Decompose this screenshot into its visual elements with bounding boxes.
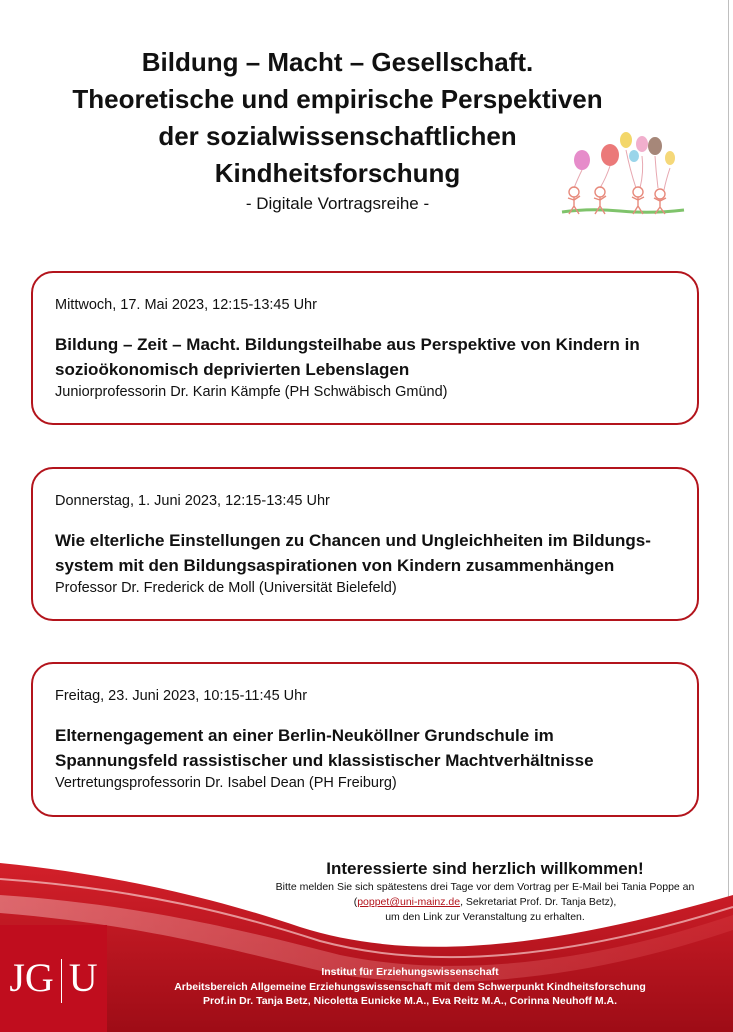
jgu-logo-right: U: [68, 954, 98, 1000]
institute-line-3: Prof.in Dr. Tanja Betz, Nicoletta Eunicke M.A., Eva Reitz M.A., Corinna Neuhoff M.A.: [202, 995, 618, 1007]
event-date: Mittwoch, 17. Mai 2023, 12:15-13:45 Uhr: [55, 297, 317, 313]
subtitle: - Digitale Vortragsreihe -: [245, 194, 430, 213]
event-title: [55, 528, 675, 578]
welcome-block: [240, 858, 730, 925]
jgu-logo-text: [9, 954, 97, 1004]
event-title-line: Elternengagement an einer Berlin-Neuköllner Grundschule im: [55, 726, 554, 745]
event-card-2: [31, 467, 699, 621]
title-line-4: Kindheitsforschung: [214, 158, 461, 188]
email-link[interactable]: poppet@uni-mainz.de: [357, 896, 461, 908]
registration-line-2: [240, 895, 730, 910]
event-title: [55, 723, 675, 773]
institute-line-1: Institut für Erziehungswissenschaft: [321, 966, 499, 978]
registration-line-1: Bitte melden Sie sich spätestens drei Tage vor dem Vortrag per E-Mail bei Tania Poppe an: [275, 881, 695, 893]
balloon-children-illustration: [560, 126, 686, 220]
title-block: [40, 44, 635, 216]
registration-line-3: um den Link zur Veranstaltung zu erhalten.: [385, 911, 585, 923]
welcome-headline: Interessierte sind herzlich willkommen!: [326, 859, 644, 878]
event-title-line: system mit den Bildungsaspirationen von Kindern zusammenhängen: [55, 556, 615, 575]
event-title-line: Spannungsfeld rassistischer und klassistischer Machtverhältnisse: [55, 751, 594, 770]
institute-line-2: Arbeitsbereich Allgemeine Erziehungswissenschaft mit dem Schwerpunkt Kindheitsforschung: [174, 980, 646, 993]
title-line-3: der sozialwissenschaftlichen: [158, 121, 517, 151]
paren-open: (: [353, 896, 358, 908]
event-card-3: [31, 662, 699, 817]
event-speaker: Vertretungsprofessorin Dr. Isabel Dean (PH Freiburg): [55, 775, 397, 791]
jgu-logo-left: JG: [9, 954, 54, 1000]
event-title-line: Wie elterliche Einstellungen zu Chancen und Ungleichheiten im Bildungs-: [55, 531, 651, 550]
event-speaker: Professor Dr. Frederick de Moll (Universität Bielefeld): [55, 580, 397, 596]
event-speaker: Juniorprofessorin Dr. Karin Kämpfe (PH Schwäbisch Gmünd): [55, 384, 448, 400]
event-card-1: [31, 271, 699, 425]
title-line-2: Theoretische und empirische Perspektiven: [72, 84, 603, 114]
jgu-logo: [0, 925, 107, 1032]
event-title: [55, 332, 675, 382]
event-date: Donnerstag, 1. Juni 2023, 12:15-13:45 Uhr: [55, 493, 330, 509]
title-line-1: Bildung – Macht – Gesellschaft.: [141, 47, 534, 77]
institute-block: [140, 965, 680, 1009]
event-date: Freitag, 23. Juni 2023, 10:15-11:45 Uhr: [55, 688, 308, 704]
event-title-line: Bildung – Zeit – Macht. Bildungsteilhabe aus Perspektive von Kindern in: [55, 335, 640, 354]
jgu-logo-divider: [61, 959, 62, 1003]
registration-line-2-rest: , Sekretariat Prof. Dr. Tanja Betz),: [460, 896, 617, 908]
event-title-line: sozioökonomisch deprivierten Lebenslagen: [55, 360, 410, 379]
